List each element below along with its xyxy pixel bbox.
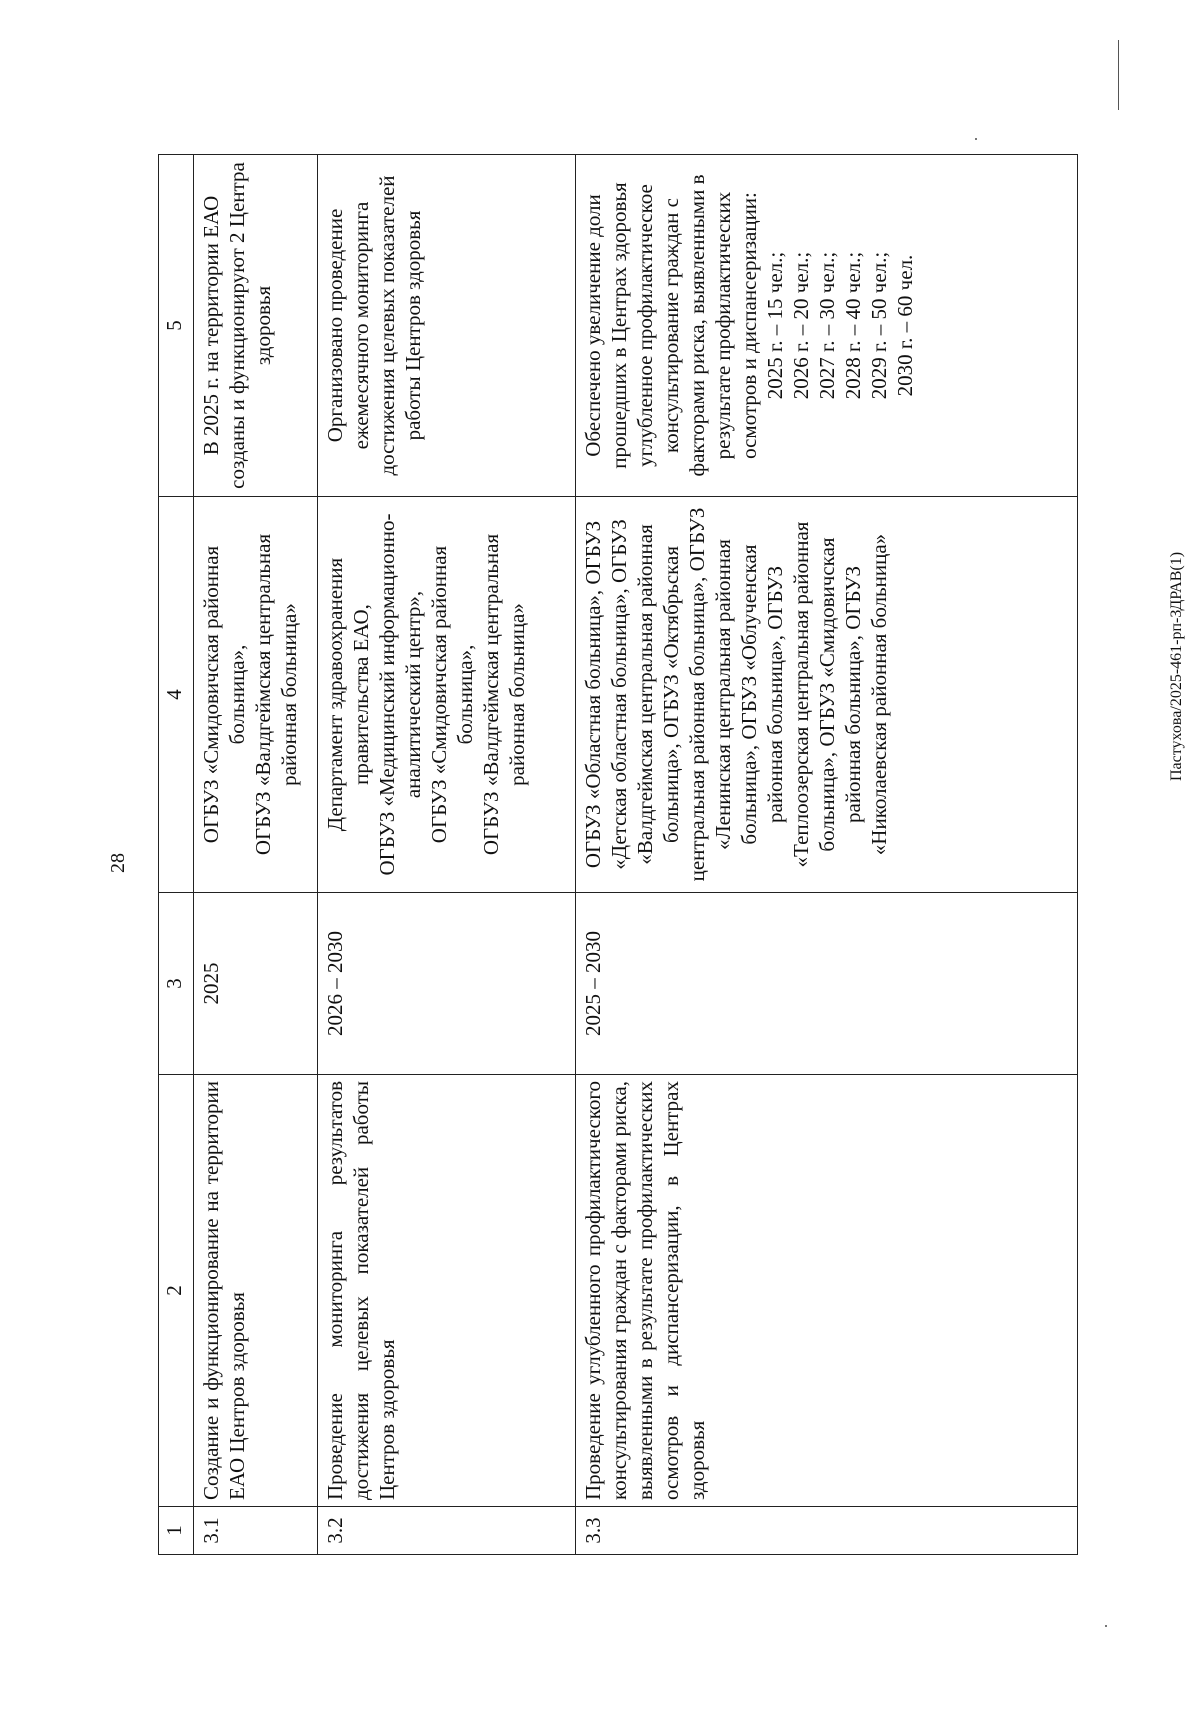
event-cell: Создание и функционирование на территории ЕАО Центров здоровья xyxy=(194,1075,318,1507)
period-cell: 2025 xyxy=(194,893,318,1075)
executor-line: ОГБУЗ «Смидовичская районная больница», xyxy=(427,545,478,844)
period-cell: 2026 – 2030 xyxy=(318,893,576,1075)
result-line: 2027 г. – 30 чел.; xyxy=(815,251,840,400)
scan-artifact-line xyxy=(1118,40,1119,110)
table-row xyxy=(576,155,1078,1555)
result-line: 2030 г. – 60 чел. xyxy=(893,254,918,397)
column-header: 2 xyxy=(159,1075,194,1507)
result-line: Обеспечено увеличение доли прошедших в Центрах здоровья углубленное профилактическое консультирование граждан с факторами риска, выявленными в результате профилактических осмотров и диспансеризации: xyxy=(581,174,762,477)
column-header: 5 xyxy=(159,155,194,497)
page-number: 28 xyxy=(107,853,129,873)
executors-cell xyxy=(318,497,576,893)
event-cell: Проведение мониторинга результатов достижения целевых показателей работы Центров здоровья xyxy=(318,1075,576,1507)
result-line: 2028 г. – 40 чел.; xyxy=(841,251,866,400)
scan-artifact-dot xyxy=(1105,1625,1107,1627)
header-row xyxy=(159,155,194,1555)
rotated-table-container xyxy=(158,155,1078,1555)
executors-cell xyxy=(194,497,318,893)
result-line: 2029 г. – 50 чел.; xyxy=(867,251,892,400)
executor-line: Департамент здравоохранения правительства ЕАО, xyxy=(323,557,374,832)
result-cell xyxy=(318,155,576,497)
result-line: Организовано проведение ежемесячного мониторинга достижения целевых показателей работы Центров здоровья xyxy=(323,175,426,476)
executor-line: ОГБУЗ «Смидовичская районная больница», xyxy=(199,545,250,844)
result-cell xyxy=(194,155,318,497)
scan-artifact-dot xyxy=(975,138,977,140)
row-number: 3.3 xyxy=(576,1507,1078,1555)
event-cell: Проведение углубленного профилактического консультирования граждан с факторами риска, выявленными в результате профилактических осмотров и диспансеризации, в Центрах здоровья xyxy=(576,1075,1078,1507)
plan-table xyxy=(158,154,1078,1555)
executors-cell xyxy=(576,497,1078,893)
executor-line: ОГБУЗ «Медицинский информационно-аналитический центр», xyxy=(375,513,426,876)
column-header: 3 xyxy=(159,893,194,1075)
executor-line: ОГБУЗ «Валдгеймская центральная районная больница» xyxy=(479,533,530,856)
row-number: 3.2 xyxy=(318,1507,576,1555)
result-line: 2025 г. – 15 чел.; xyxy=(763,251,788,400)
result-line: В 2025 г. на территории ЕАО созданы и функционируют 2 Центра здоровья xyxy=(199,162,276,489)
table-row xyxy=(318,155,576,1555)
row-number: 3.1 xyxy=(194,1507,318,1555)
table-row xyxy=(194,155,318,1555)
result-line: 2026 г. – 20 чел.; xyxy=(789,251,814,400)
column-header: 1 xyxy=(159,1507,194,1555)
period-cell: 2025 – 2030 xyxy=(576,893,1078,1075)
column-header: 4 xyxy=(159,497,194,893)
executor-line: ОГБУЗ «Областная больница», ОГБУЗ «Детская областная больница», ОГБУЗ «Валдгеймская центральная районная больница», ОГБУЗ «Октябрьская центральная районная больница», ОГБУЗ «Ленинская центральная районная больница», ОГБУЗ «Облученская районная больница», ОГБУЗ «Теплоозерская центральная районная больница», ОГБУЗ «Смидовичская районная больница», ОГБУЗ «Николаевская районная больница» xyxy=(581,507,892,882)
executor-line: ОГБУЗ «Валдгеймская центральная районная больница» xyxy=(251,533,302,856)
document-code: Пастухова/2025-461-рп-ЗДРАВ(1) xyxy=(1168,551,1185,781)
result-cell xyxy=(576,155,1078,497)
